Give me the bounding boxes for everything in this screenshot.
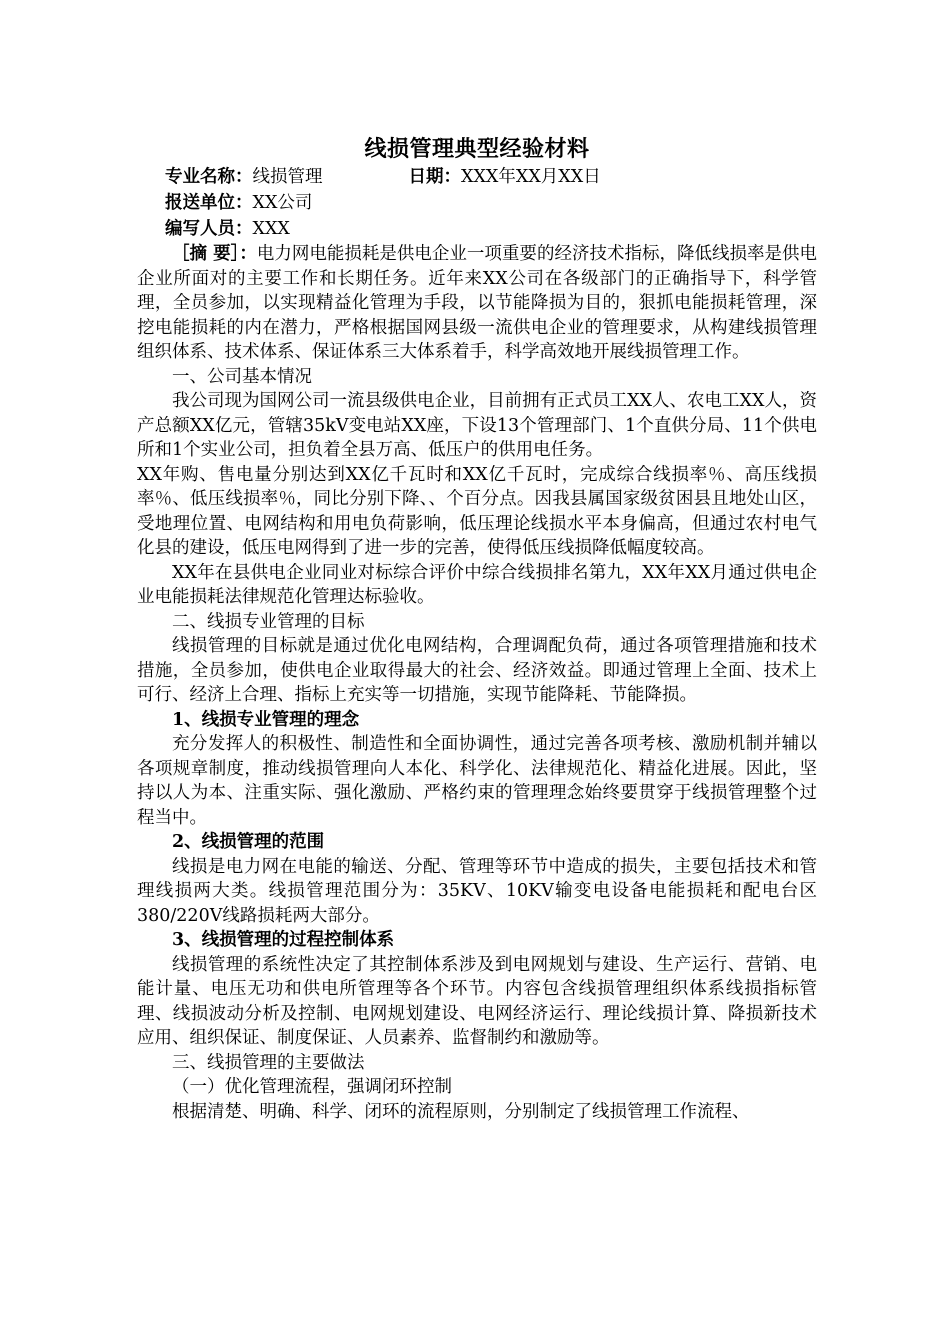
section2-paragraph: 线损管理的目标就是通过优化电网结构，合理调配负荷，通过各项管理措施和技术措施，全员参加，使供电企业取得最大的社会、经济效益。即通过管理上全面、技术上可行、经济上合理、指标上充实等一切措施，实现节能降耗、节能降损。 (137, 636, 817, 705)
subsection2-heading: 2、线损管理的范围 (172, 832, 325, 852)
section1-heading: 一、公司基本情况 (172, 366, 312, 387)
subsection1-heading: 1、线损专业管理的理念 (172, 709, 360, 730)
section3-subheading-1: （一）优化管理流程，强调闭环控制 (172, 1077, 452, 1097)
subsection3-heading: 3、线损管理的过程控制体系 (172, 930, 395, 950)
section2-heading: 二、线损专业管理的目标 (172, 611, 365, 632)
date-label: 日期： (408, 167, 461, 187)
meta-line-author (165, 216, 817, 242)
section3-heading: 三、线损管理的主要做法 (172, 1052, 365, 1073)
section1-paragraph-1: 我公司现为国网公司一流县级供电企业，目前拥有正式员工XX人、农电工XX人，资产总额XX亿元，管辖35kV变电站XX座，下设13个管理部门、1个直供分局、11个供电所和1个实业公司，担负着全县万高、低压户的供用电任务。 (137, 391, 817, 460)
abstract-label: ［摘 要］： (172, 244, 257, 264)
section1-paragraph-2: XX年购、售电量分别达到XX亿千瓦时和XX亿千瓦时，完成综合线损率％、高压线损率％、低压线损率％，同比分别下降、、个百分点。因我县属国家级贫困县且地处山区，受地理位置、电网结构和用电负荷影响，低压理论线损水平本身偏高，但通过农村电气化县的建设，低压电网得到了进一步的完善，使得低压线损降低幅度较高。 (137, 464, 817, 558)
abstract-paragraph (137, 242, 817, 365)
subsection3-paragraph: 线损管理的系统性决定了其控制体系涉及到电网规划与建设、生产运行、营销、电能计量、电压无功和供电所管理等各个环节。内容包含线损管理组织体系线损指标管理、线损波动分析及控制、电网规划建设、电网经济运行、理论线损计算、降损新技术应用、组织保证、制度保证、人员素养、监督制约和激励等。 (137, 954, 817, 1048)
author-value: XXX (252, 219, 290, 239)
meta-line-major (165, 164, 817, 190)
subsection1-paragraph: 充分发挥人的积极性、制造性和全面协调性，通过完善各项考核、激励机制并辅以各项规章制度，推动线损管理向人本化、科学化、法律规范化、精益化进展。因此，坚持以人为本、注重实际、强化激励、严格约束的管理理念始终要贯穿于线损管理整个过程当中。 (137, 734, 817, 828)
unit-label: 报送单位： (165, 193, 253, 213)
unit-value: XX公司 (252, 193, 313, 213)
document-title: 线损管理典型经验材料 (364, 136, 590, 162)
author-label: 编写人员： (165, 219, 253, 239)
major-value: 线损管理 (252, 167, 323, 187)
meta-line-unit (165, 190, 817, 216)
section1-paragraph-3: XX年在县供电企业同业对标综合评价中综合线损排名第九，XX年XX月通过供电企业电能损耗法律规范化管理达标验收。 (137, 562, 817, 607)
date-value: XXX年XX月XX日 (461, 167, 601, 187)
subsection2-paragraph: 线损是电力网在电能的输送、分配、管理等环节中造成的损失，主要包括技术和管理线损两大类。线损管理范围分为：35KV、10KV输变电设备电能损耗和配电台区380/220V线路损耗两大部分。 (137, 856, 817, 926)
section3-paragraph-1: 根据清楚、明确、科学、闭环的流程原则，分别制定了线损管理工作流程、 (172, 1101, 750, 1122)
major-label: 专业名称： (165, 167, 253, 187)
document-body (137, 134, 817, 1124)
abstract-text: 电力网电能损耗是供电企业一项重要的经济技术指标，降低线损率是供电企业所面对的主要工作和长期任务。近年来XX公司在各级部门的正确指导下，科学管理，全员参加，以实现精益化管理为手段，以节能降损为目的，狠抓电能损耗管理，深挖电能损耗的内在潜力，严格根据国网县级一流供电企业的管理要求，从构建线损管理组织体系、技术体系、保证体系三大体系着手，科学高效地开展线损管理工作。 (137, 244, 818, 362)
